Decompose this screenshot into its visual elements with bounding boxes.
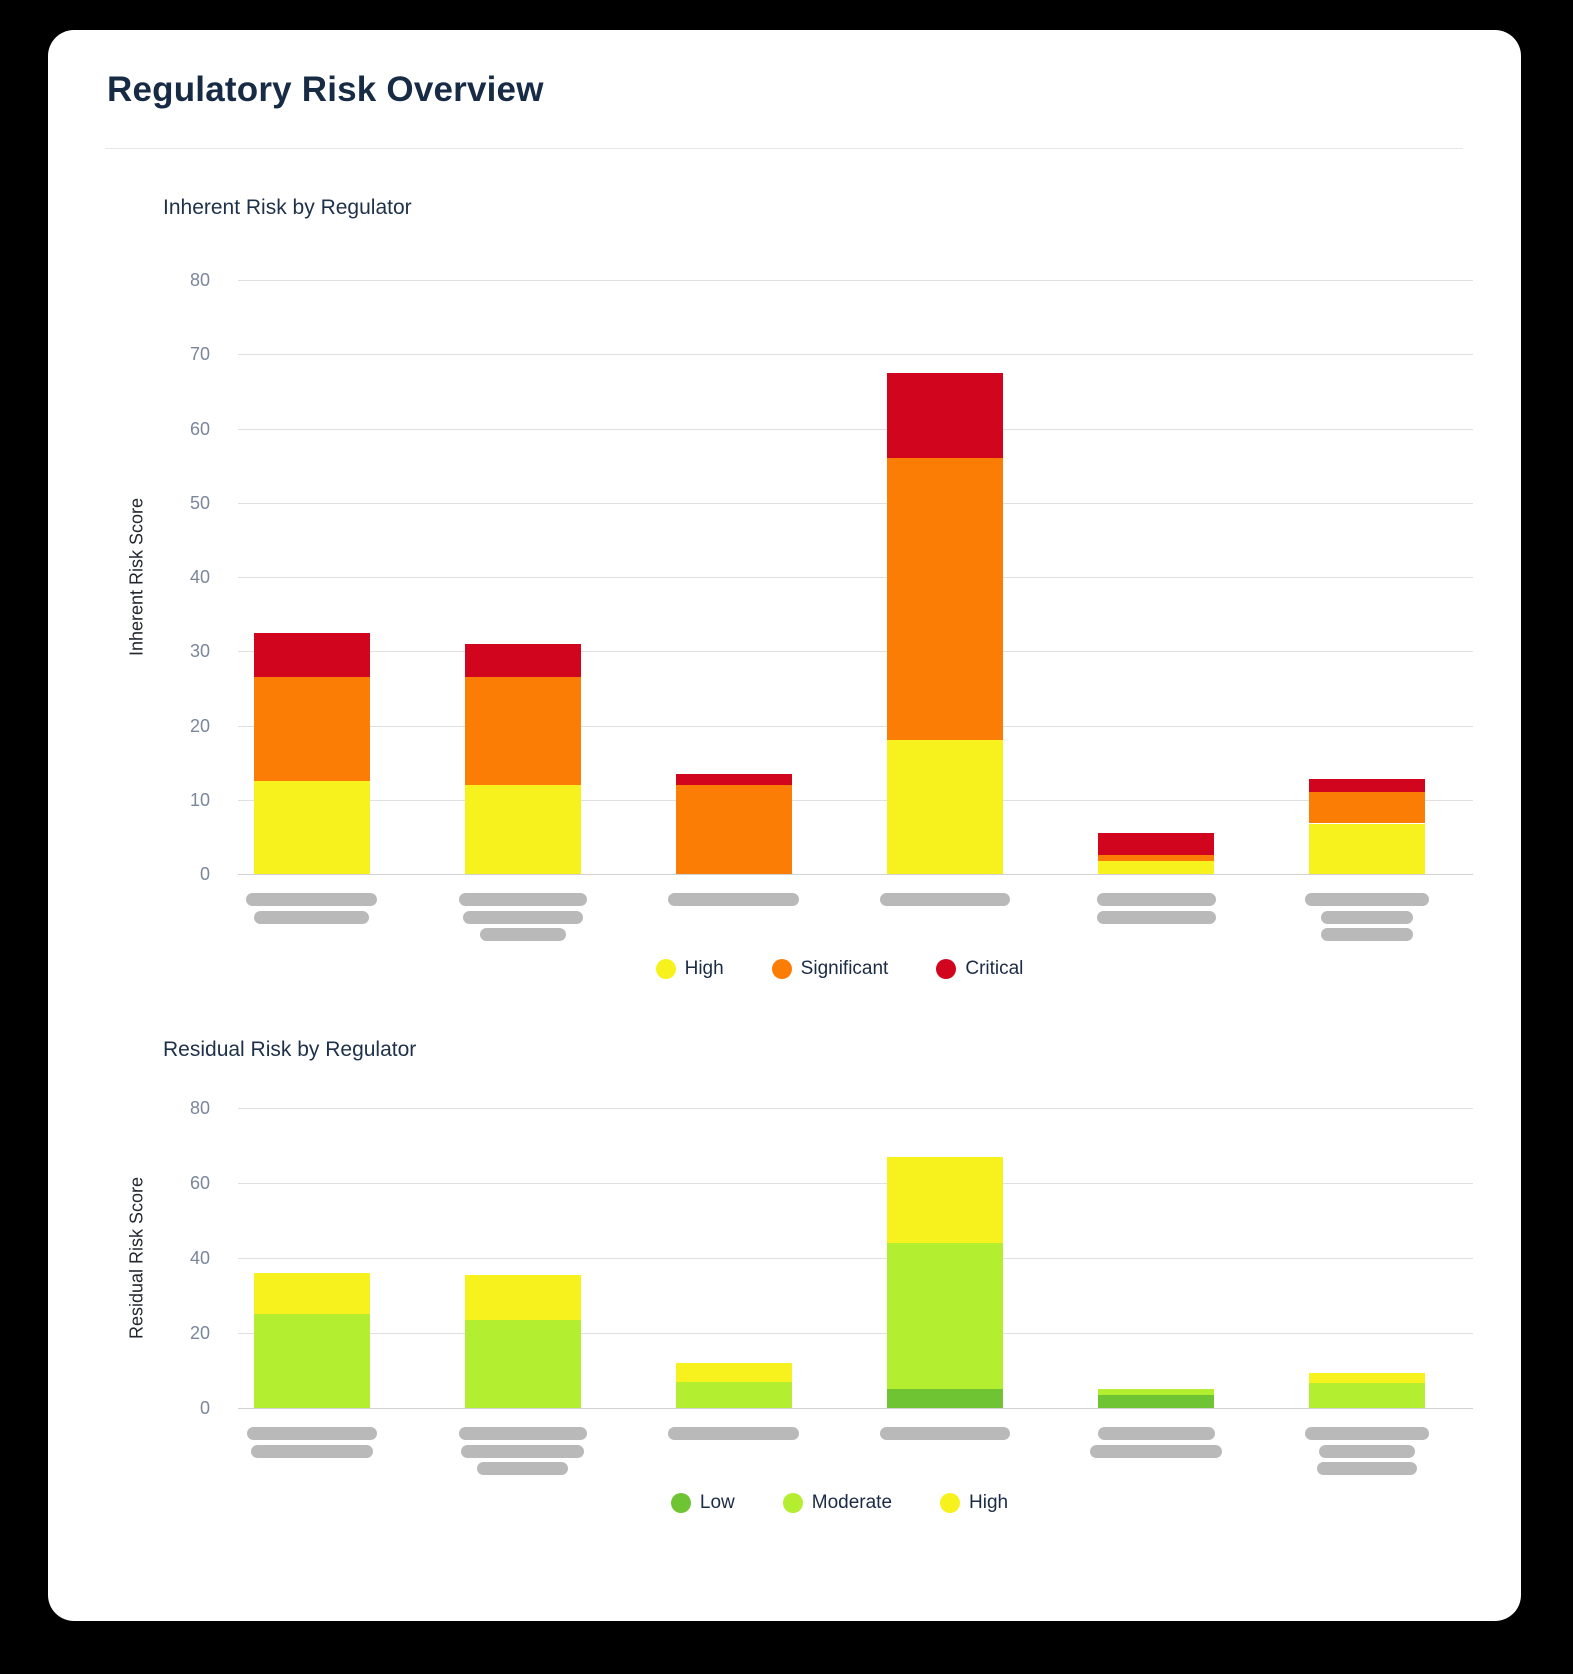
category-placeholder-line	[254, 911, 369, 924]
bar-segment-moderate[interactable]	[887, 1243, 1003, 1389]
residual-legend	[206, 1492, 1473, 1514]
bar-segment-moderate[interactable]	[465, 1320, 581, 1408]
bar-segment-low[interactable]	[887, 1389, 1003, 1408]
gridline	[238, 354, 1473, 355]
inherent-y-axis-title: Inherent Risk Score	[126, 497, 147, 657]
y-tick-label: 80	[189, 270, 210, 290]
gridline	[238, 1333, 1473, 1334]
gridline	[238, 1258, 1473, 1259]
category-placeholder-line	[1321, 911, 1413, 924]
dashboard-card	[48, 30, 1521, 1621]
bar-segment-low[interactable]	[1098, 1395, 1214, 1408]
category-placeholder-line	[668, 893, 799, 906]
category-placeholder-line	[668, 1427, 799, 1440]
bar-segment-significant[interactable]	[465, 677, 581, 785]
title-divider	[105, 148, 1463, 149]
bar-segment-high[interactable]	[1309, 1373, 1425, 1383]
legend-label: High	[969, 1492, 1009, 1513]
category-placeholder-line	[459, 1427, 587, 1440]
bar-segment-moderate[interactable]	[254, 1314, 370, 1408]
bar-segment-significant[interactable]	[254, 677, 370, 781]
category-placeholder-line	[477, 1462, 568, 1475]
category-placeholder-line	[246, 893, 377, 906]
y-tick-label: 60	[189, 1173, 210, 1193]
bar-segment-moderate[interactable]	[1309, 1383, 1425, 1408]
legend-label: Low	[699, 1492, 735, 1513]
y-tick-label: 20	[189, 715, 210, 736]
y-tick-label: 60	[189, 418, 210, 439]
bar-segment-high[interactable]	[465, 785, 581, 874]
y-tick-label: 50	[189, 492, 210, 513]
legend-label: Significant	[800, 958, 889, 979]
legend-label: Moderate	[811, 1492, 893, 1513]
bar-segment-high[interactable]	[1309, 824, 1425, 874]
category-placeholder-line	[461, 1445, 584, 1458]
category-placeholder-line	[480, 928, 566, 941]
category-placeholder-line	[463, 911, 583, 924]
gridline	[238, 577, 1473, 578]
y-tick-label: 70	[189, 344, 210, 365]
legend-dot-icon	[656, 959, 676, 979]
y-tick-label: 0	[199, 1398, 210, 1418]
legend-item-high[interactable]	[940, 1492, 1008, 1514]
legend-item-low[interactable]	[671, 1492, 735, 1514]
gridline	[238, 726, 1473, 727]
legend-item-significant[interactable]	[772, 958, 889, 980]
category-placeholder-line	[1097, 893, 1216, 906]
bar-segment-critical[interactable]	[1309, 779, 1425, 792]
bar-segment-high[interactable]	[465, 1275, 581, 1320]
bar-segment-critical[interactable]	[676, 774, 792, 785]
legend-dot-icon	[772, 959, 792, 979]
y-tick-label: 0	[199, 864, 210, 884]
bar-segment-significant[interactable]	[887, 458, 1003, 740]
bar-segment-high[interactable]	[887, 1157, 1003, 1243]
legend-label: Critical	[965, 958, 1024, 979]
bar-segment-significant[interactable]	[1309, 792, 1425, 823]
y-tick-label: 40	[189, 567, 210, 587]
bar-segment-significant[interactable]	[1098, 855, 1214, 861]
inherent-legend	[206, 958, 1473, 980]
residual-chart-title: Residual Risk by Regulator	[163, 1038, 417, 1061]
legend-item-moderate[interactable]	[783, 1492, 892, 1514]
bar-segment-significant[interactable]	[676, 785, 792, 874]
gridline	[238, 503, 1473, 504]
bar-segment-high[interactable]	[254, 781, 370, 874]
legend-dot-icon	[671, 1493, 691, 1513]
category-placeholder-line	[1305, 1427, 1429, 1440]
bar-segment-moderate[interactable]	[1098, 1389, 1214, 1395]
gridline	[238, 429, 1473, 430]
page-title: Regulatory Risk Overview	[107, 70, 544, 109]
gridline	[238, 651, 1473, 652]
category-placeholder-line	[247, 1427, 377, 1440]
y-tick-label: 30	[189, 641, 210, 662]
y-tick-label: 40	[189, 1248, 210, 1268]
residual-y-axis-title: Residual Risk Score	[126, 1176, 147, 1340]
bar-segment-high[interactable]	[887, 740, 1003, 874]
bar-segment-critical[interactable]	[1098, 833, 1214, 855]
category-placeholder-line	[459, 893, 587, 906]
category-placeholder-line	[1317, 1462, 1417, 1475]
gridline	[238, 1108, 1473, 1109]
category-placeholder-line	[880, 893, 1010, 906]
category-placeholder-line	[1321, 928, 1413, 941]
legend-dot-icon	[783, 1493, 803, 1513]
y-tick-label: 80	[189, 1098, 210, 1118]
y-tick-label: 10	[189, 789, 210, 810]
bar-segment-high[interactable]	[254, 1273, 370, 1314]
legend-label: High	[684, 958, 724, 979]
gridline	[238, 800, 1473, 801]
gridline	[238, 1408, 1473, 1409]
bar-segment-critical[interactable]	[887, 373, 1003, 458]
bar-segment-moderate[interactable]	[676, 1382, 792, 1408]
inherent-chart-title: Inherent Risk by Regulator	[163, 196, 412, 219]
category-placeholder-line	[1097, 911, 1216, 924]
legend-item-high[interactable]	[656, 958, 724, 980]
category-placeholder-line	[880, 1427, 1010, 1440]
legend-item-critical[interactable]	[936, 958, 1023, 980]
category-placeholder-line	[1098, 1427, 1215, 1440]
category-placeholder-line	[1090, 1445, 1222, 1458]
gridline	[238, 874, 1473, 875]
gridline	[238, 280, 1473, 281]
bar-segment-critical[interactable]	[254, 633, 370, 678]
gridline	[238, 1183, 1473, 1184]
bar-segment-critical[interactable]	[465, 644, 581, 677]
legend-dot-icon	[936, 959, 956, 979]
category-placeholder-line	[1305, 893, 1429, 906]
category-placeholder-line	[251, 1445, 373, 1458]
bar-segment-high[interactable]	[1098, 861, 1214, 874]
y-tick-label: 20	[189, 1323, 210, 1343]
category-placeholder-line	[1319, 1445, 1415, 1458]
legend-dot-icon	[940, 1493, 960, 1513]
bar-segment-high[interactable]	[676, 1363, 792, 1382]
